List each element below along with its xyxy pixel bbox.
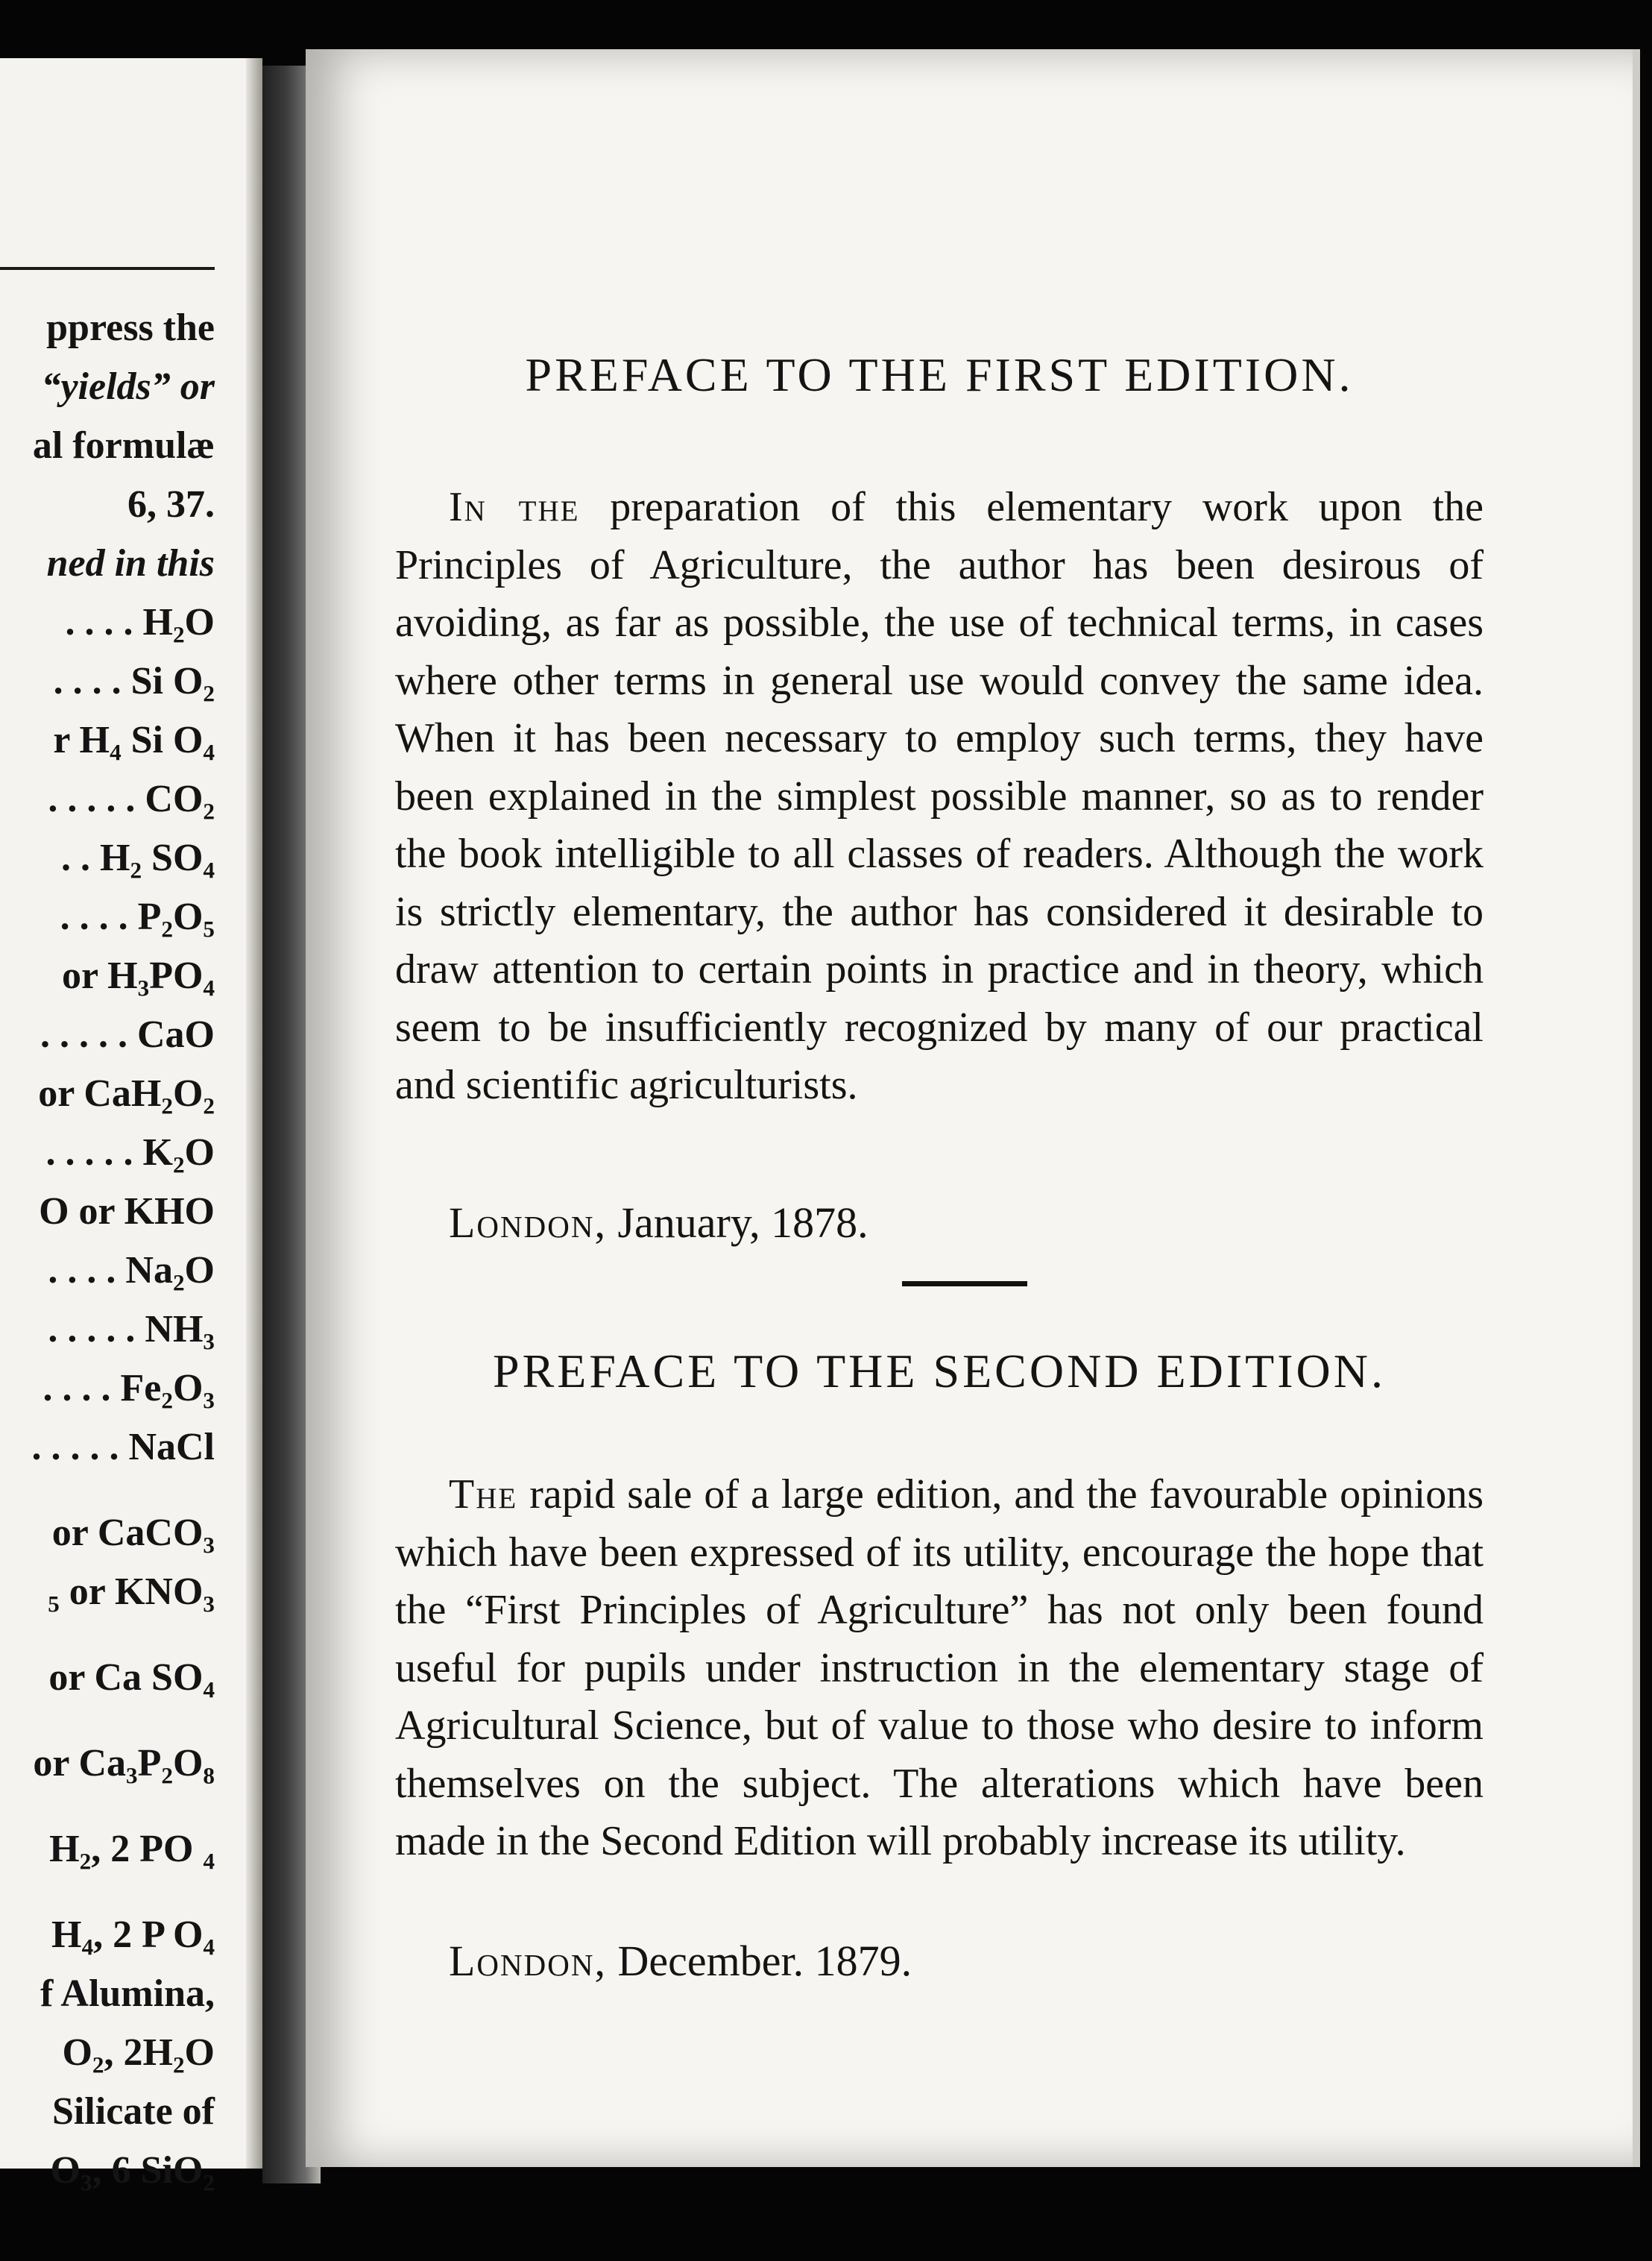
left-line: O or KHO [39,1190,215,1233]
left-page [0,58,262,2192]
left-line: f Alumina, [40,1972,215,2015]
left-line: . . . . . CaO [40,1013,215,1056]
second-edition-lead: The [449,1471,518,1518]
left-line: . . . . Na₂O [48,1249,215,1292]
left-line: or Ca SO₄ [48,1656,215,1699]
second-edition-signoff [449,1936,912,1986]
left-line: 6, 37. [127,483,215,526]
first-edition-body: preparation of this elementary work upon the Principles of Agriculture, the author has been desirous of avoiding, as far as possible, the use of technical terms, in cases where other terms in general use would convey the same idea. When it has been necessary to employ such terms, they have been explained in the simplest possible manner, so as to render the book intelligible to all classes of readers. Although the work is strictly elementary, the author has considered it desirable to draw attention to certain points in practice and in theory, which seem to be insufficiently recognized by many of our practical and scientific agriculturists. [395,484,1484,1108]
first-edition-heading: PREFACE TO THE FIRST EDITION. [525,348,1354,401]
left-line: . . . . . K₂O [45,1131,215,1174]
left-line: . . . . . NH₃ [48,1308,215,1350]
left-line: or H₃PO₄ [62,955,215,997]
left-line: or CaCO₃ [51,1512,215,1554]
left-page-gutter-shadow [246,58,262,2169]
left-line: or CaH₂O₂ [38,1072,215,1115]
left-line: al formulæ [32,424,215,467]
first-edition-place: London, [449,1198,607,1247]
second-edition-paragraph [395,1466,1484,1871]
left-line: H₄, 2 P O₄ [51,1913,215,1956]
left-line: . . . . P₂O₅ [60,896,215,938]
left-page-rule [0,267,215,270]
left-line: Silicate of [51,2090,215,2133]
second-edition-heading: PREFACE TO THE SECOND EDITION. [493,1345,1386,1397]
left-line: . . . . H₂O [65,601,215,644]
second-edition-body: rapid sale of a large edition, and the favourable opinions which have been expressed of its utility, encourage the hope that the “First Principles of Agriculture” has not only been found useful for pupils under instruction in the elementary stage of Agricultural Science, but of value to those who desire to inform themselves on the subject. The alterations which have been made in the Second Edition will probably increase its utility. [395,1471,1484,1864]
left-line: “yields” or [41,365,215,408]
left-line: ned in this [46,542,215,585]
left-line: . . . . . NaCl [31,1426,215,1468]
right-page-edge [1633,49,1640,2167]
left-page-text [0,298,215,2200]
left-line: . . . . . CO₂ [48,778,215,820]
first-edition-date: January, 1878. [617,1198,868,1247]
right-page [306,49,1640,2167]
first-edition-signoff [449,1198,868,1248]
left-line: . . . . Fe₂O₃ [42,1367,215,1409]
left-line: ppress the [46,306,215,349]
left-line: O₃, 6 SiO₂ [50,2149,215,2192]
first-edition-lead: In the [449,484,580,530]
left-line: H₂, 2 PO ₄ [49,1828,215,1870]
left-line: . . H₂ SO₄ [61,837,215,879]
second-edition-date: December. 1879. [617,1937,912,1985]
left-line: O₂, 2H₂O [62,2031,215,2074]
first-edition-paragraph [395,479,1484,1115]
left-line: . . . . Si O₂ [53,660,215,702]
left-line: or Ca₃P₂O₈ [33,1742,215,1784]
left-line: ₅ or KNO₃ [48,1570,215,1613]
left-line: r H₄ Si O₄ [53,719,215,761]
section-divider [902,1281,1027,1286]
second-edition-place: London, [449,1937,607,1985]
